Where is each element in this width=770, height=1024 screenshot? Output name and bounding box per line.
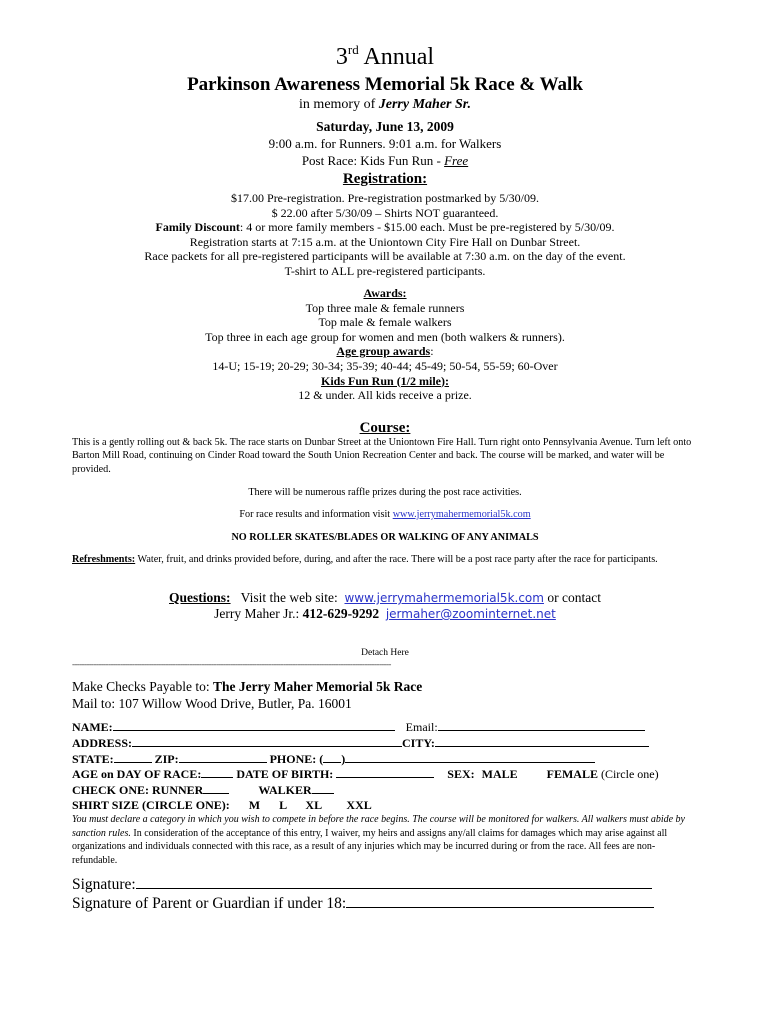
reg-line-6: T-shirt to ALL pre-registered participants. — [284, 263, 486, 278]
course-description: This is a gently rolling out & back 5k. The race starts on Dunbar Street at the Uniontown Fire Hall. Turn right onto Pennsylvania Avenue. Turn left onto Barton Mill Road, continuing on Cinder Road toward the South Union Recreation Center and back. The course will be marked, and water will be provided. — [72, 437, 692, 475]
dob-label: DATE OF BIRTH: — [236, 767, 334, 782]
awards-heading: Awards: — [363, 286, 407, 300]
registration-heading: Registration: — [342, 171, 428, 187]
kids-run-text: 12 & under. All kids receive a prize. — [298, 388, 472, 403]
raffle-line: There will be numerous raffle prizes during the post race activities. — [248, 487, 522, 498]
results-line — [0, 508, 770, 523]
registration-details — [0, 191, 770, 279]
form-row-shirt — [72, 798, 712, 813]
checks-prefix: Make Checks Payable to: — [72, 679, 213, 694]
memory-line — [0, 97, 770, 113]
signature-row — [72, 875, 654, 894]
zip-label: ZIP: — [154, 751, 179, 766]
family-discount-label: Family Discount — [155, 220, 240, 235]
detach-label: Detach Here — [361, 648, 409, 658]
city-field[interactable] — [435, 735, 649, 747]
guardian-signature-row — [72, 894, 654, 913]
memory-prefix: in memory of — [299, 97, 376, 112]
sex-option-male[interactable]: MALE — [481, 767, 518, 782]
circle-one-note: (Circle one) — [600, 767, 659, 782]
guardian-signature-label: Signature of Parent or Guardian if under 18: — [72, 895, 347, 912]
phone-area-field[interactable] — [323, 751, 341, 763]
sex-label: SEX: — [447, 767, 475, 782]
questions-line-1 — [0, 590, 770, 606]
refreshments-label: Refreshments: — [72, 554, 136, 565]
no-skates-notice: NO ROLLER SKATES/BLADES OR WALKING OF ANY ANIMALS — [231, 532, 539, 543]
form-row-name — [72, 719, 712, 735]
memory-name: Jerry Maher Sr. — [378, 97, 471, 112]
payment-info — [72, 678, 422, 712]
course-heading: Course: — [359, 420, 411, 436]
shirt-size-l[interactable]: L — [279, 797, 287, 812]
post-race-free: Free — [444, 153, 469, 168]
refreshments-text: Water, fruit, and drinks provided before, during, and after the race. There will be a post race party after the race for participants. — [135, 554, 658, 565]
reg-line-1: $17.00 Pre-registration. Pre-registration postmarked by 5/30/09. — [231, 191, 539, 205]
reg-line-2: $ 22.00 after 5/30/09 – Shirts NOT guaranteed. — [271, 205, 499, 220]
checks-payee: The Jerry Maher Memorial 5k Race — [212, 679, 423, 694]
contact-email-link[interactable]: jermaher@zoominternet.net — [385, 607, 556, 621]
guardian-signature-field[interactable] — [346, 894, 654, 908]
post-race-line — [0, 154, 770, 169]
age-group-heading-line — [0, 344, 770, 359]
event-title: Parkinson Awareness Memorial 5k Race & Walk — [187, 74, 583, 95]
questions-label: Questions: — [169, 590, 231, 605]
questions-section — [0, 590, 770, 622]
signature-label: Signature: — [72, 876, 136, 893]
name-field[interactable] — [113, 719, 395, 731]
signature-field[interactable] — [136, 875, 652, 889]
form-row-state — [72, 751, 712, 767]
questions-text: Visit the web site: — [240, 590, 338, 605]
state-label: STATE: — [72, 751, 114, 766]
form-row-address — [72, 735, 712, 751]
phone-label: PHONE: ( — [269, 751, 324, 766]
name-label: NAME: — [72, 720, 113, 734]
reg-family-line — [0, 220, 770, 235]
email-field[interactable] — [438, 719, 645, 731]
results-link[interactable]: www.jerrymahermemorial5k.com — [392, 509, 531, 520]
runner-check-field[interactable] — [203, 782, 229, 794]
waiver-italic: You must declare a category in which you wish to compete in before the race begins. The course will be monitored for walkers. All walkers must abide by sanction rules. — [72, 814, 685, 839]
annual-number: 3 — [335, 44, 348, 70]
awards-line-3: Top three in each age group for women and men (both walkers & runners). — [205, 329, 565, 344]
kids-run-heading: Kids Fun Run (1/2 mile): — [320, 373, 449, 388]
walker-option[interactable]: WALKER — [258, 783, 312, 798]
results-prefix: For race results and information visit — [239, 509, 393, 520]
signatures — [72, 875, 654, 913]
state-field[interactable] — [114, 751, 152, 763]
phone-close-paren: ) — [341, 751, 346, 766]
email-label: Email: — [405, 720, 438, 734]
or-contact: or contact — [543, 590, 601, 605]
dob-field[interactable] — [336, 766, 434, 778]
address-label: ADDRESS: — [72, 735, 133, 750]
waiver-text — [72, 813, 698, 867]
checks-line — [72, 678, 422, 695]
runner-option[interactable]: CHECK ONE: RUNNER — [72, 783, 204, 798]
walker-check-field[interactable] — [312, 782, 334, 794]
post-race-prefix: Post Race: Kids Fun Run - — [301, 153, 445, 168]
form-row-category — [72, 782, 712, 798]
zip-field[interactable] — [179, 751, 267, 763]
age-groups: 14-U; 15-19; 20-29; 30-34; 35-39; 40-44; 45-49; 50-54, 55-59; 60-Over — [212, 358, 558, 373]
sex-option-female[interactable]: FEMALE — [546, 767, 598, 782]
awards-line-2: Top male & female walkers — [318, 315, 452, 330]
shirt-size-m[interactable]: M — [248, 797, 261, 812]
age-label: AGE on DAY OF RACE: — [72, 767, 202, 782]
refreshments — [72, 553, 698, 566]
reg-line-5: Race packets for all pre-registered participants will be available at 7:30 a.m. on the day of the event. — [144, 249, 626, 264]
phone-field[interactable] — [345, 751, 595, 763]
contact-name: Jerry Maher Jr.: — [214, 606, 303, 621]
detach-line: ------------------------------------------------------------------------------------------------------------------------------------- — [72, 659, 391, 669]
shirt-size-xxl[interactable]: XXL — [346, 797, 372, 812]
age-group-colon: : — [430, 344, 434, 359]
annual-superscript: rd — [347, 42, 359, 57]
start-times: 9:00 a.m. for Runners. 9:01 a.m. for Walkers — [268, 136, 502, 151]
entry-form — [72, 719, 712, 813]
address-field[interactable] — [132, 735, 402, 747]
reg-line-4: Registration starts at 7:15 a.m. at the Uniontown City Fire Hall on Dunbar Street. — [189, 234, 581, 249]
contact-phone: 412-629-9292 — [302, 606, 380, 621]
city-label: CITY: — [402, 735, 435, 750]
mail-line: Mail to: 107 Willow Wood Drive, Butler, Pa. 16001 — [72, 696, 352, 711]
annual-heading — [0, 44, 770, 71]
age-group-heading: Age group awards — [336, 344, 431, 359]
shirt-size-label: SHIRT SIZE (CIRCLE ONE): — [72, 797, 230, 812]
waiver-body: In consideration of the acceptance of this entry, I waiver, my heirs and assigns any/all claims for damages which may arise against all organizations and individuals connected with this race, as a result of any injuries which may be incurred during or from the race. All fees are non-refundable. — [72, 827, 668, 866]
family-discount-text: : 4 or more family members - $15.00 each. Must be pre-registered by 5/30/09. — [239, 220, 615, 235]
shirt-size-xl[interactable]: XL — [305, 797, 322, 812]
form-row-age — [72, 766, 712, 782]
annual-word: Annual — [363, 44, 435, 70]
awards-section — [0, 286, 770, 403]
questions-site-link[interactable]: www.jerrymahermemorial5k.com — [344, 591, 544, 605]
awards-line-1: Top three male & female runners — [305, 300, 465, 315]
questions-line-2 — [0, 606, 770, 622]
event-date: Saturday, June 13, 2009 — [316, 119, 454, 134]
age-field[interactable] — [201, 766, 233, 778]
